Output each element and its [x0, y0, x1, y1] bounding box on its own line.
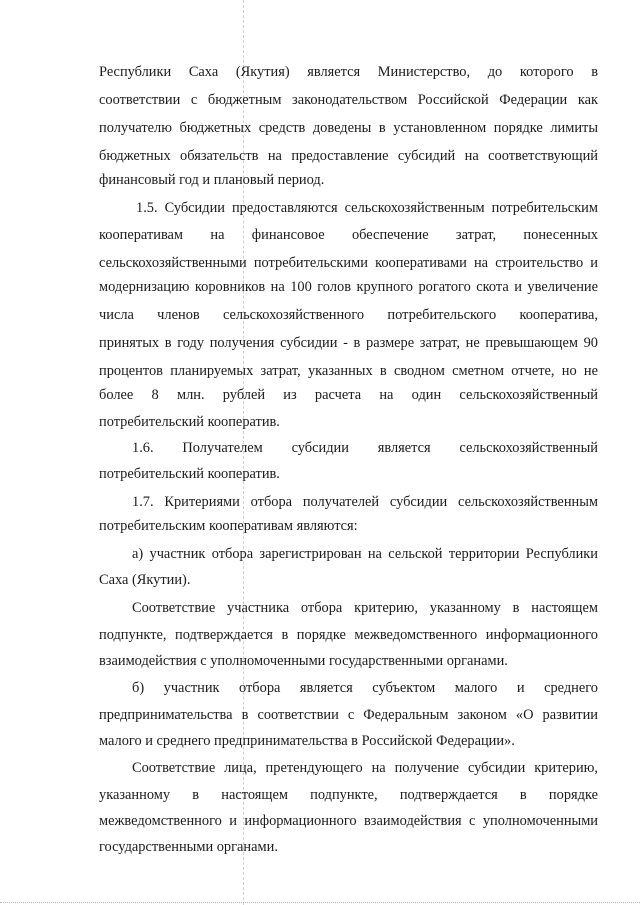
text-line: взаимодействия с уполномоченными государственными органами.	[99, 653, 508, 669]
text-line: сельскохозяйственными потребительскими кооперативами на строительство и	[99, 255, 598, 271]
text-line: получателю бюджетных средств доведены в установленном порядке лимиты	[99, 120, 598, 136]
scan-bottom-edge	[0, 902, 640, 903]
text-line: процентов планируемых затрат, указанных в сводном сметном отчете, но не	[99, 363, 598, 379]
text-line: числа членов сельскохозяйственного потребительского кооператива,	[99, 307, 598, 323]
text-line: Саха (Якутии).	[99, 572, 191, 588]
text-line: модернизацию коровников на 100 голов крупного рогатого скота и увеличение	[99, 279, 598, 295]
text-line: межведомственного и информационного взаимодействия с уполномоченными	[99, 813, 598, 829]
text-line: финансовый год и плановый период.	[99, 172, 325, 188]
text-line: государственными органами.	[99, 839, 278, 855]
paragraph-start: Соответствие участника отбора критерию, указанному в настоящем	[132, 600, 598, 616]
text-line: бюджетных обязательств на предоставление субсидий на соответствующий	[99, 148, 598, 164]
text-line: потребительским кооперативам являются:	[99, 518, 358, 534]
subitem-b-start: б) участник отбора является субъектом малого и среднего	[132, 680, 598, 696]
text-line: указанному в настоящем подпункте, подтверждается в порядке	[99, 787, 598, 803]
text-line: предпринимательства в соответствии с Федеральным законом «О развитии	[99, 707, 598, 723]
text-line: кооперативам на финансовое обеспечение затрат, понесенных	[99, 227, 598, 243]
text-line: подпункте, подтверждается в порядке межведомственного информационного	[99, 627, 598, 643]
text-line: потребительский кооператив.	[99, 466, 280, 482]
paragraph-1-6-start: 1.6. Получателем субсидии является сельскохозяйственный	[132, 440, 598, 456]
paragraph-start: Соответствие лица, претендующего на получение субсидии критерию,	[132, 760, 598, 776]
text-line: более 8 млн. рублей из расчета на один сельскохозяйственный	[99, 387, 598, 403]
text-line: потребительский кооператив.	[99, 414, 280, 430]
text-line: малого и среднего предпринимательства в Российской Федерации».	[99, 733, 515, 749]
text-line: соответствии с бюджетным законодательством Российской Федерации как	[99, 92, 598, 108]
subitem-a-start: а) участник отбора зарегистрирован на сельской территории Республики	[132, 546, 598, 562]
paragraph-1-7-start: 1.7. Критериями отбора получателей субсидии сельскохозяйственным	[132, 494, 598, 510]
paragraph-1-5-start: 1.5. Субсидии предоставляются сельскохозяйственным потребительским	[136, 200, 598, 216]
text-line: принятых в году получения субсидии - в размере затрат, не превышающем 90	[99, 335, 598, 351]
text-line: Республики Саха (Якутия) является Министерство, до которого в	[99, 64, 598, 80]
